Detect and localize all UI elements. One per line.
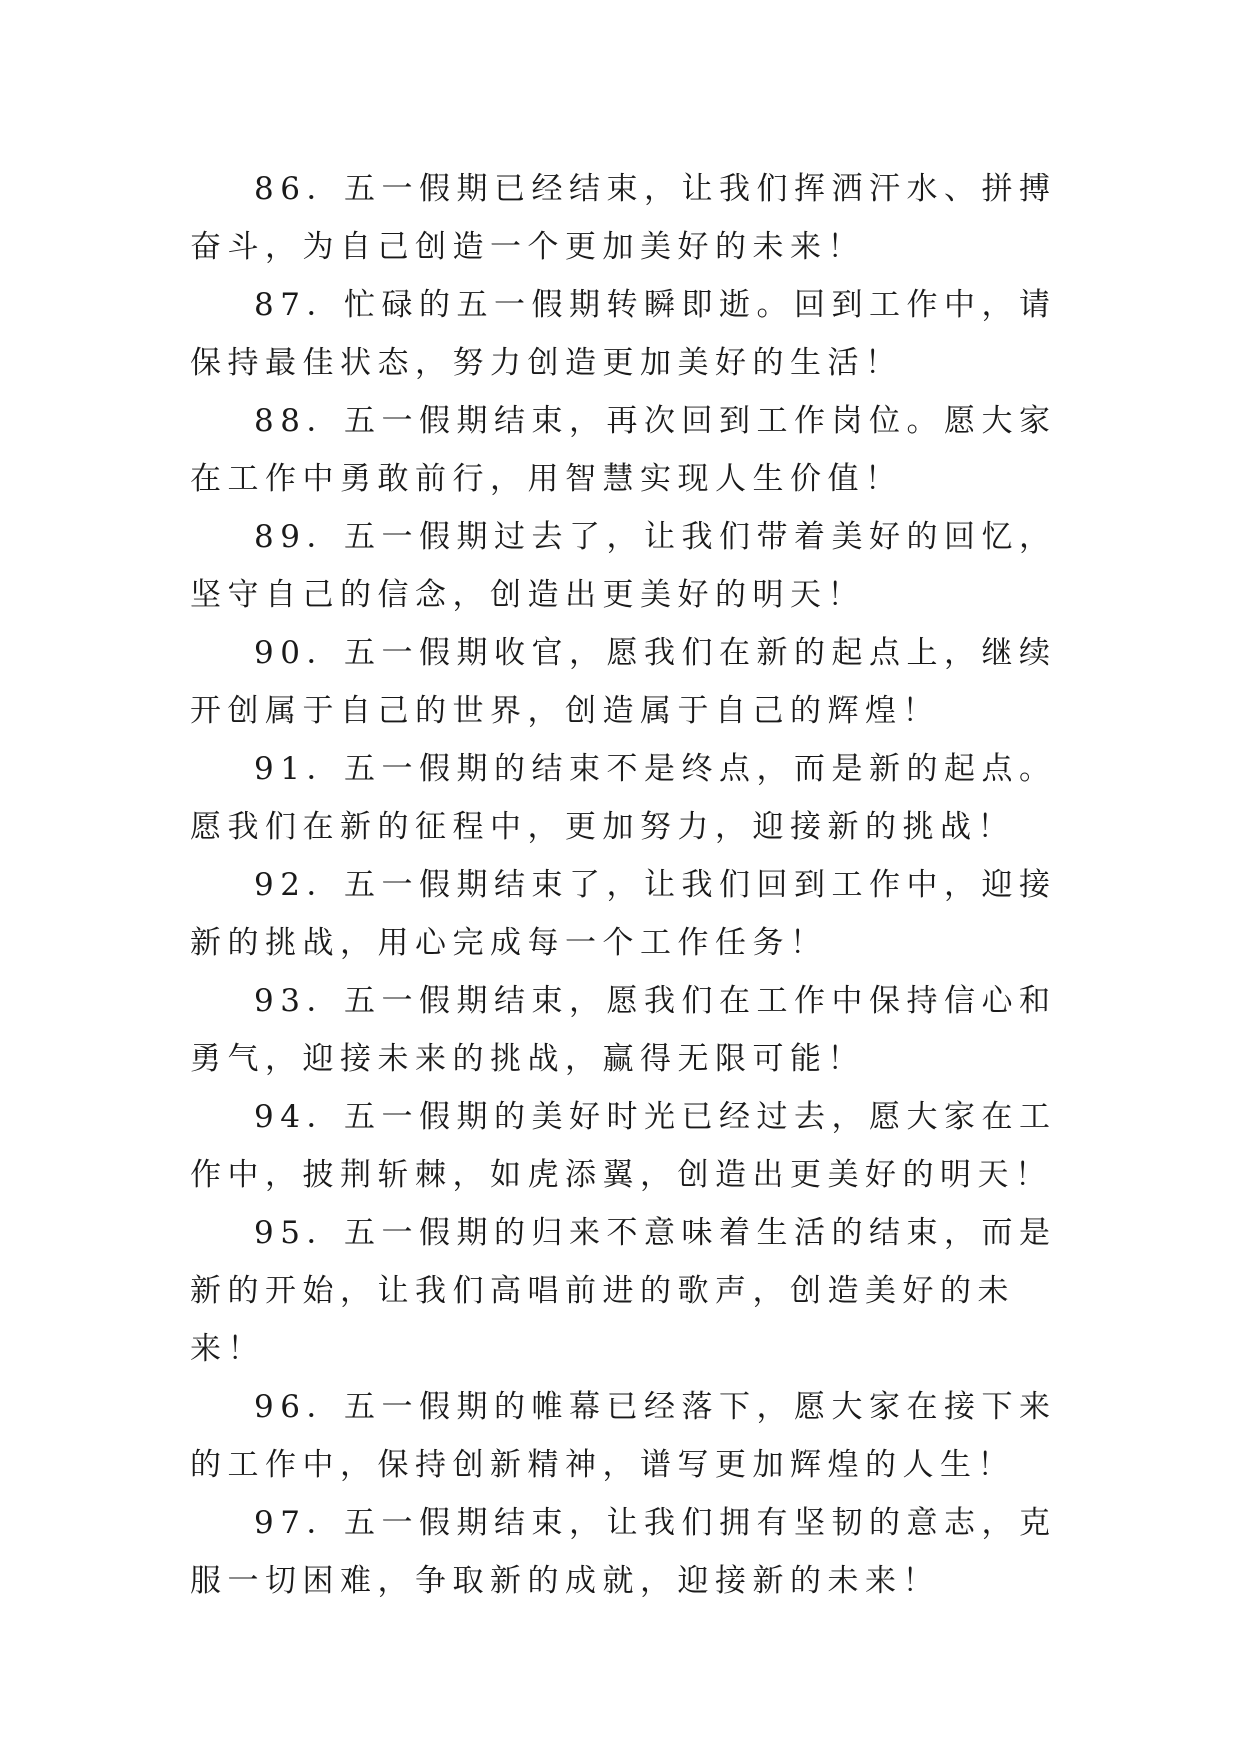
list-item: 88．五一假期结束，再次回到工作岗位。愿大家在工作中勇敢前行，用智慧实现人生价值！	[190, 403, 1057, 497]
list-item: 86．五一假期已经结束，让我们挥洒汗水、拼搏奋斗，为自己创造一个更加美好的未来！	[190, 171, 1057, 265]
list-item: 91．五一假期的结束不是终点，而是新的起点。愿我们在新的征程中，更加努力，迎接新的挑战！	[190, 751, 1057, 845]
list-item: 96．五一假期的帷幕已经落下，愿大家在接下来的工作中，保持创新精神，谱写更加辉煌的人生！	[190, 1389, 1057, 1483]
list-item: 94．五一假期的美好时光已经过去，愿大家在工作中，披荆斩棘，如虎添翼，创造出更美好的明天！	[190, 1099, 1057, 1193]
list-item: 97．五一假期结束，让我们拥有坚韧的意志，克服一切困难，争取新的成就，迎接新的未来！	[190, 1505, 1057, 1599]
list-item: 87．忙碌的五一假期转瞬即逝。回到工作中，请保持最佳状态，努力创造更加美好的生活！	[190, 287, 1057, 381]
list-item: 89．五一假期过去了，让我们带着美好的回忆，坚守自己的信念，创造出更美好的明天！	[190, 519, 1057, 613]
list-item: 90．五一假期收官，愿我们在新的起点上，继续开创属于自己的世界，创造属于自己的辉煌！	[190, 635, 1057, 729]
list-item: 93．五一假期结束，愿我们在工作中保持信心和勇气，迎接未来的挑战，赢得无限可能！	[190, 983, 1057, 1077]
document-body	[190, 160, 1070, 1610]
list-item: 95．五一假期的归来不意味着生活的结束，而是新的开始，让我们高唱前进的歌声，创造美好的未来！	[190, 1215, 1057, 1367]
list-item: 92．五一假期结束了，让我们回到工作中，迎接新的挑战，用心完成每一个工作任务！	[190, 867, 1057, 961]
